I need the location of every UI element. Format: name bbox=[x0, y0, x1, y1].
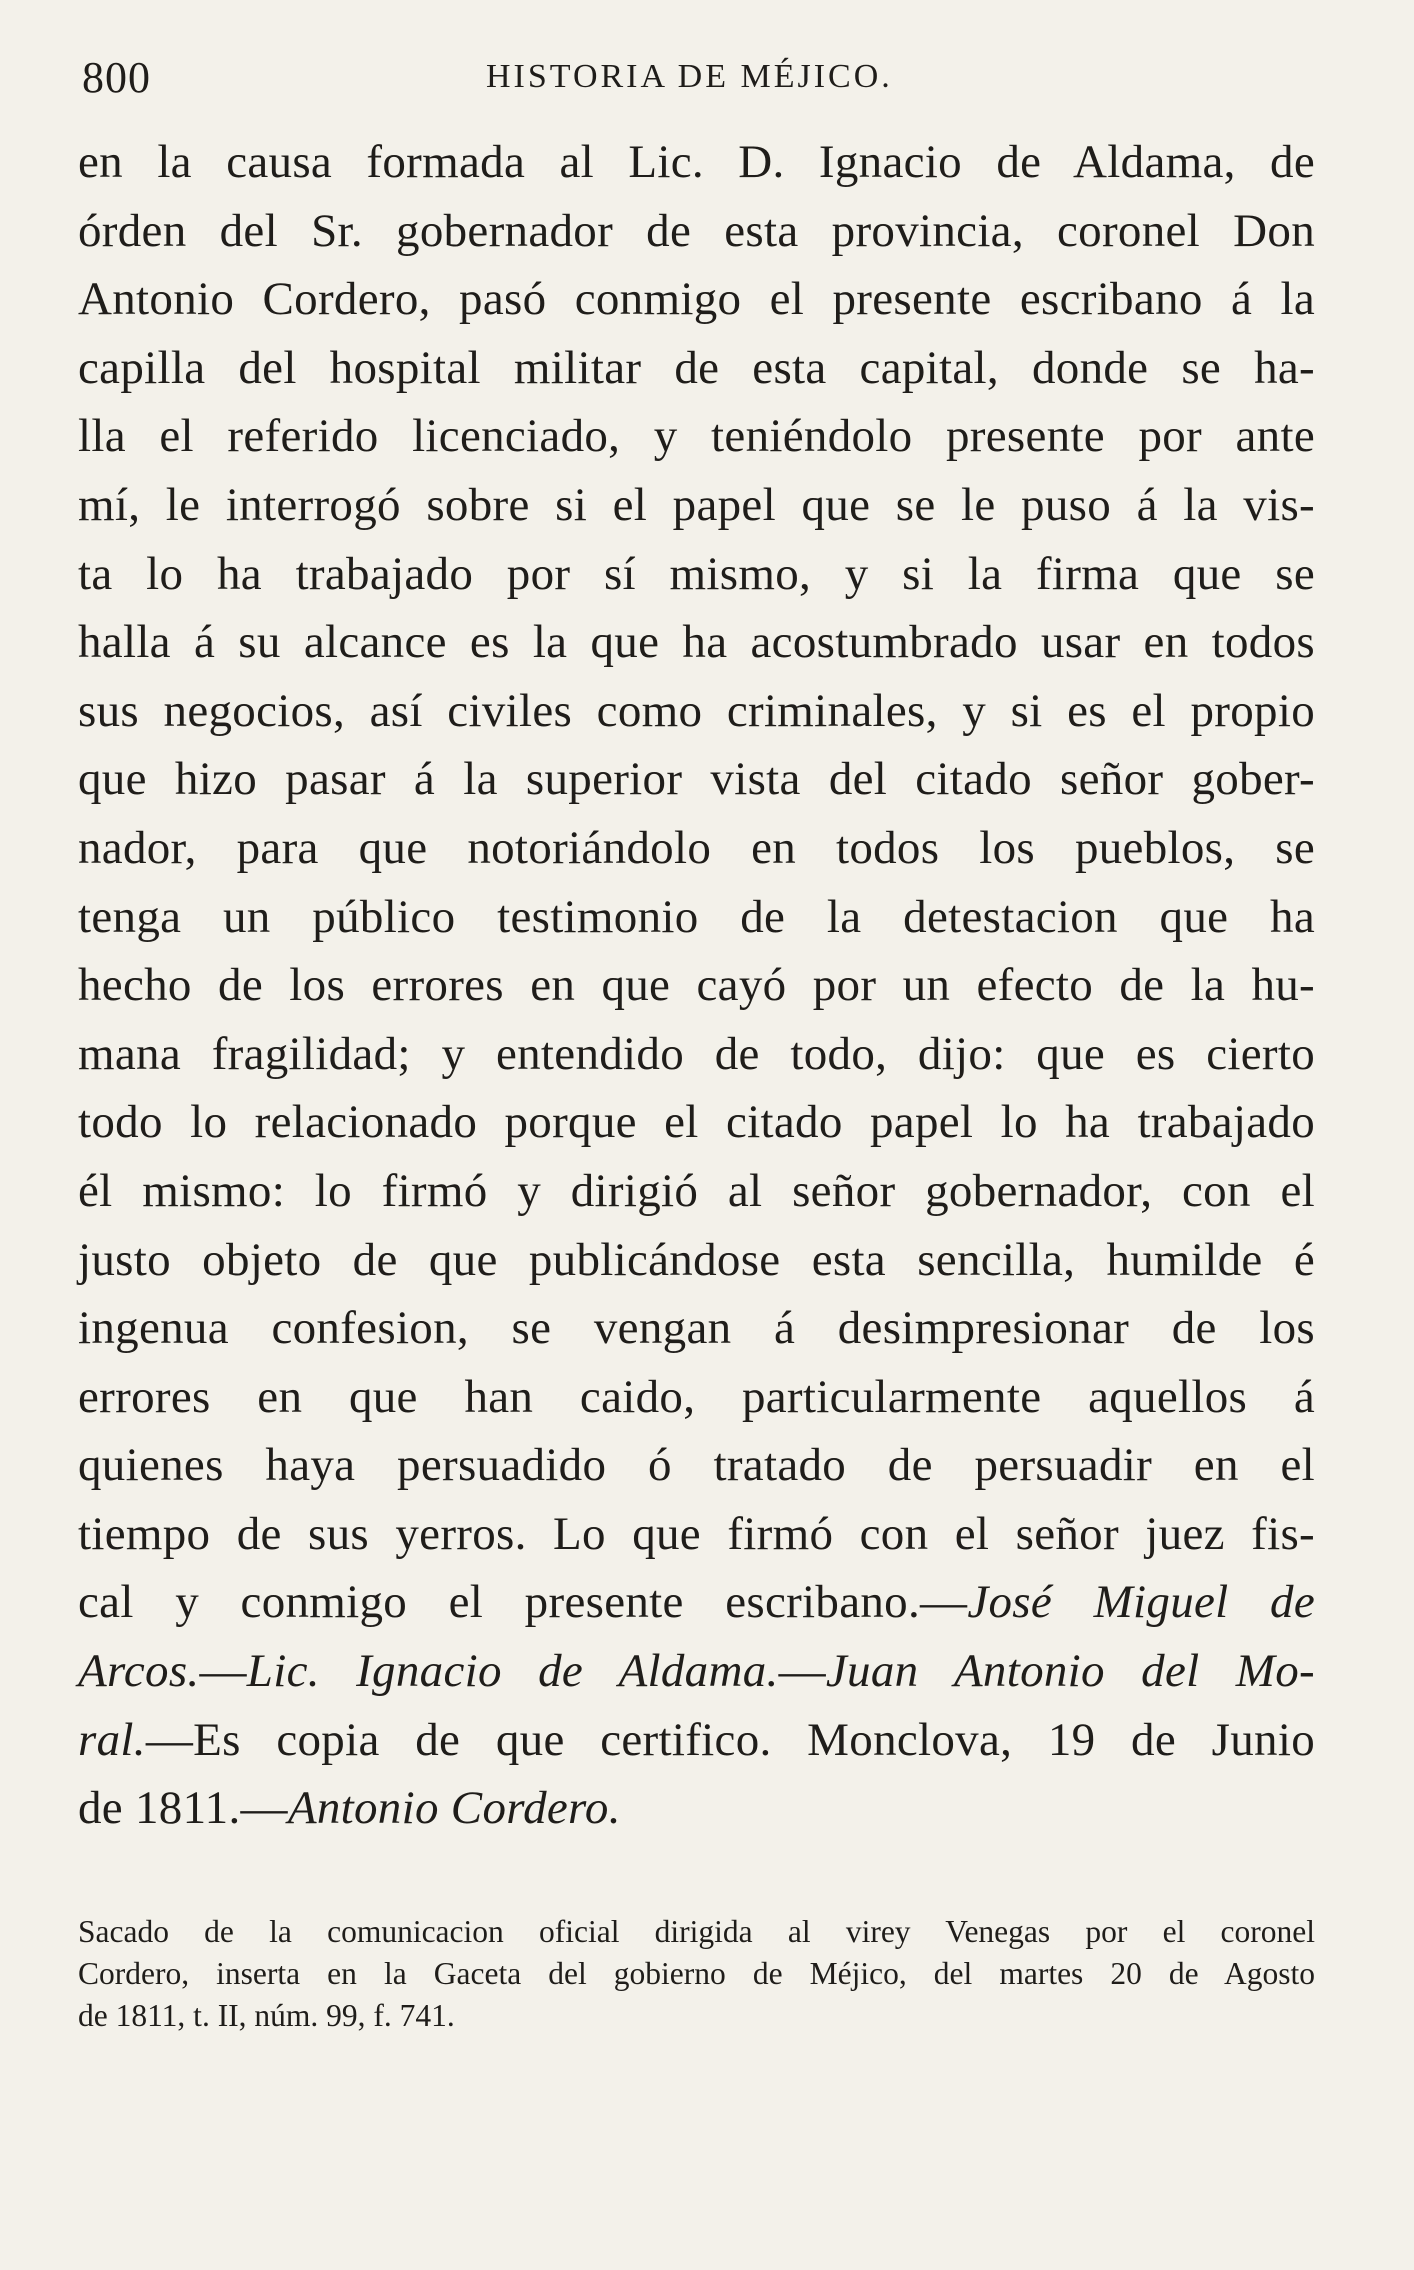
signatory-name: Juan Antonio del Mo- bbox=[825, 1645, 1315, 1698]
main-text bbox=[78, 128, 1315, 1843]
signatory-name: Lic. Ignacio de Aldama. bbox=[246, 1645, 779, 1698]
text-line: halla á su alcance es la que ha acostumbrado usar en todos bbox=[78, 616, 1315, 669]
text-line: ta lo ha trabajado por sí mismo, y si la firma que se bbox=[78, 547, 1315, 600]
footnote-line: de 1811, t. II, núm. 99, f. 741. bbox=[78, 1998, 455, 2033]
text-line: hecho de los errores en que cayó por un efecto de la hu- bbox=[78, 959, 1315, 1012]
text-line bbox=[78, 1637, 1315, 1706]
text-line: en la causa formada al Lic. D. Ignacio de Aldama, de bbox=[78, 136, 1315, 188]
text-line: órden del Sr. gobernador de esta provincia, coronel Don bbox=[78, 204, 1315, 257]
signatory-name: José Miguel de bbox=[967, 1576, 1316, 1629]
page-number: 800 bbox=[82, 53, 151, 102]
text-line: mí, le interrogó sobre si el papel que se le puso á la vis- bbox=[78, 478, 1315, 531]
dash: — bbox=[199, 1645, 247, 1698]
running-title: HISTORIA DE MÉJICO. bbox=[486, 58, 893, 95]
text-line: tiempo de sus yerros. Lo que firmó con el señor juez fis- bbox=[78, 1507, 1315, 1560]
text-line bbox=[78, 1774, 1315, 1843]
text-line: capilla del hospital militar de esta capital, donde se ha- bbox=[78, 341, 1315, 394]
text-line: todo lo relacionado porque el citado papel lo ha trabajado bbox=[78, 1096, 1315, 1149]
page-header bbox=[78, 52, 1314, 112]
signatory-name: Antonio Cordero. bbox=[287, 1782, 621, 1835]
text-line: errores en que han caido, particularmente aquellos á bbox=[78, 1370, 1315, 1423]
text-line: lla el referido licenciado, y teniéndolo presente por ante bbox=[78, 410, 1315, 463]
text-line: Antonio Cordero, pasó conmigo el presente escribano á la bbox=[78, 273, 1315, 326]
text-line: mana fragilidad; y entendido de todo, dijo: que es cierto bbox=[78, 1027, 1315, 1080]
text-line: él mismo: lo firmó y dirigió al señor gobernador, con el bbox=[78, 1164, 1315, 1217]
text-line bbox=[78, 1568, 1315, 1637]
footnote bbox=[78, 1911, 1315, 2037]
text-line: tenga un público testimonio de la detestacion que ha bbox=[78, 890, 1315, 943]
footnote-line: Cordero, inserta en la Gaceta del gobierno de Méjico, del martes 20 de Agosto bbox=[78, 1956, 1315, 1991]
signatory-name: ral. bbox=[78, 1713, 146, 1766]
text-line: justo objeto de que publicándose esta sencilla, humilde é bbox=[78, 1233, 1315, 1286]
signatory-name: Arcos. bbox=[78, 1645, 200, 1698]
text-line: quienes haya persuadido ó tratado de persuadir en el bbox=[78, 1439, 1315, 1492]
text-line bbox=[78, 1706, 1315, 1775]
dash: — bbox=[778, 1645, 826, 1698]
text-line: ingenua confesion, se vengan á desimpresionar de los bbox=[78, 1302, 1315, 1355]
text-line: nador, para que notoriándolo en todos los pueblos, se bbox=[78, 821, 1315, 874]
footnote-line: Sacado de la comunicacion oficial dirigida al virey Venegas por el coronel bbox=[78, 1914, 1315, 1949]
text-line: sus negocios, así civiles como criminales, y si es el propio bbox=[78, 684, 1315, 737]
text-run: cal y conmigo el presente escribano.— bbox=[78, 1576, 968, 1629]
text-line: que hizo pasar á la superior vista del citado señor gober- bbox=[78, 753, 1315, 806]
text-run: de 1811.— bbox=[78, 1782, 288, 1835]
text-run: —Es copia de que certifico. Monclova, 19 de Junio bbox=[145, 1713, 1315, 1766]
